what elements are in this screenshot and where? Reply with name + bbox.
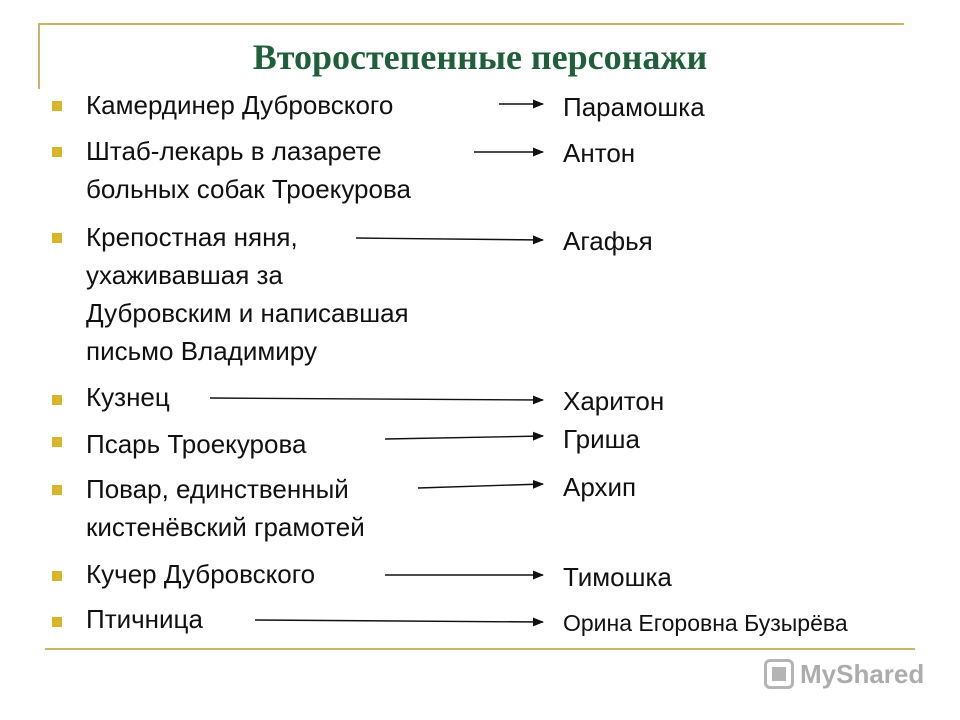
role-7-line-1: Кучер Дубровского xyxy=(86,559,316,589)
character-7: Тимошка xyxy=(563,562,672,592)
role-5-line-1: Псарь Троекурова xyxy=(86,429,307,459)
character-4: Харитон xyxy=(563,386,665,416)
role-3-line-1: Крепостная няня, xyxy=(86,222,298,252)
role-4-line-1: Кузнец xyxy=(86,382,170,412)
role-3-line-2: ухаживавшая за xyxy=(86,260,283,290)
character-1: Парамошка xyxy=(563,92,705,122)
role-8-line-1: Птичница xyxy=(86,604,203,634)
character-3: Агафья xyxy=(563,226,653,256)
role-3-line-4: письмо Владимиру xyxy=(86,336,317,366)
arrow-8 xyxy=(255,620,543,622)
arrow-6 xyxy=(418,484,543,488)
arrow-4 xyxy=(210,398,543,400)
arrow-5 xyxy=(385,436,543,439)
role-6-line-2: кистенёвский грамотей xyxy=(86,512,365,542)
character-5: Гриша xyxy=(563,424,640,454)
slide-title: Второстепенные персонажи xyxy=(252,37,708,77)
watermark-logo xyxy=(764,654,924,694)
role-2-line-1: Штаб-лекарь в лазарете xyxy=(86,136,382,166)
myshared-logo-icon xyxy=(764,659,794,689)
role-2-line-2: больных собак Троекурова xyxy=(86,174,411,204)
character-6: Архип xyxy=(563,472,637,502)
watermark-text: MyShared xyxy=(800,658,925,689)
character-8: Орина Егоровна Бузырёва xyxy=(563,610,848,636)
role-3-line-3: Дубровским и написавшая xyxy=(86,298,409,328)
character-2: Антон xyxy=(563,138,636,168)
arrow-3 xyxy=(356,238,543,240)
role-6-line-1: Повар, единственный xyxy=(86,474,349,504)
role-1-line-1: Камердинер Дубровского xyxy=(86,90,394,120)
